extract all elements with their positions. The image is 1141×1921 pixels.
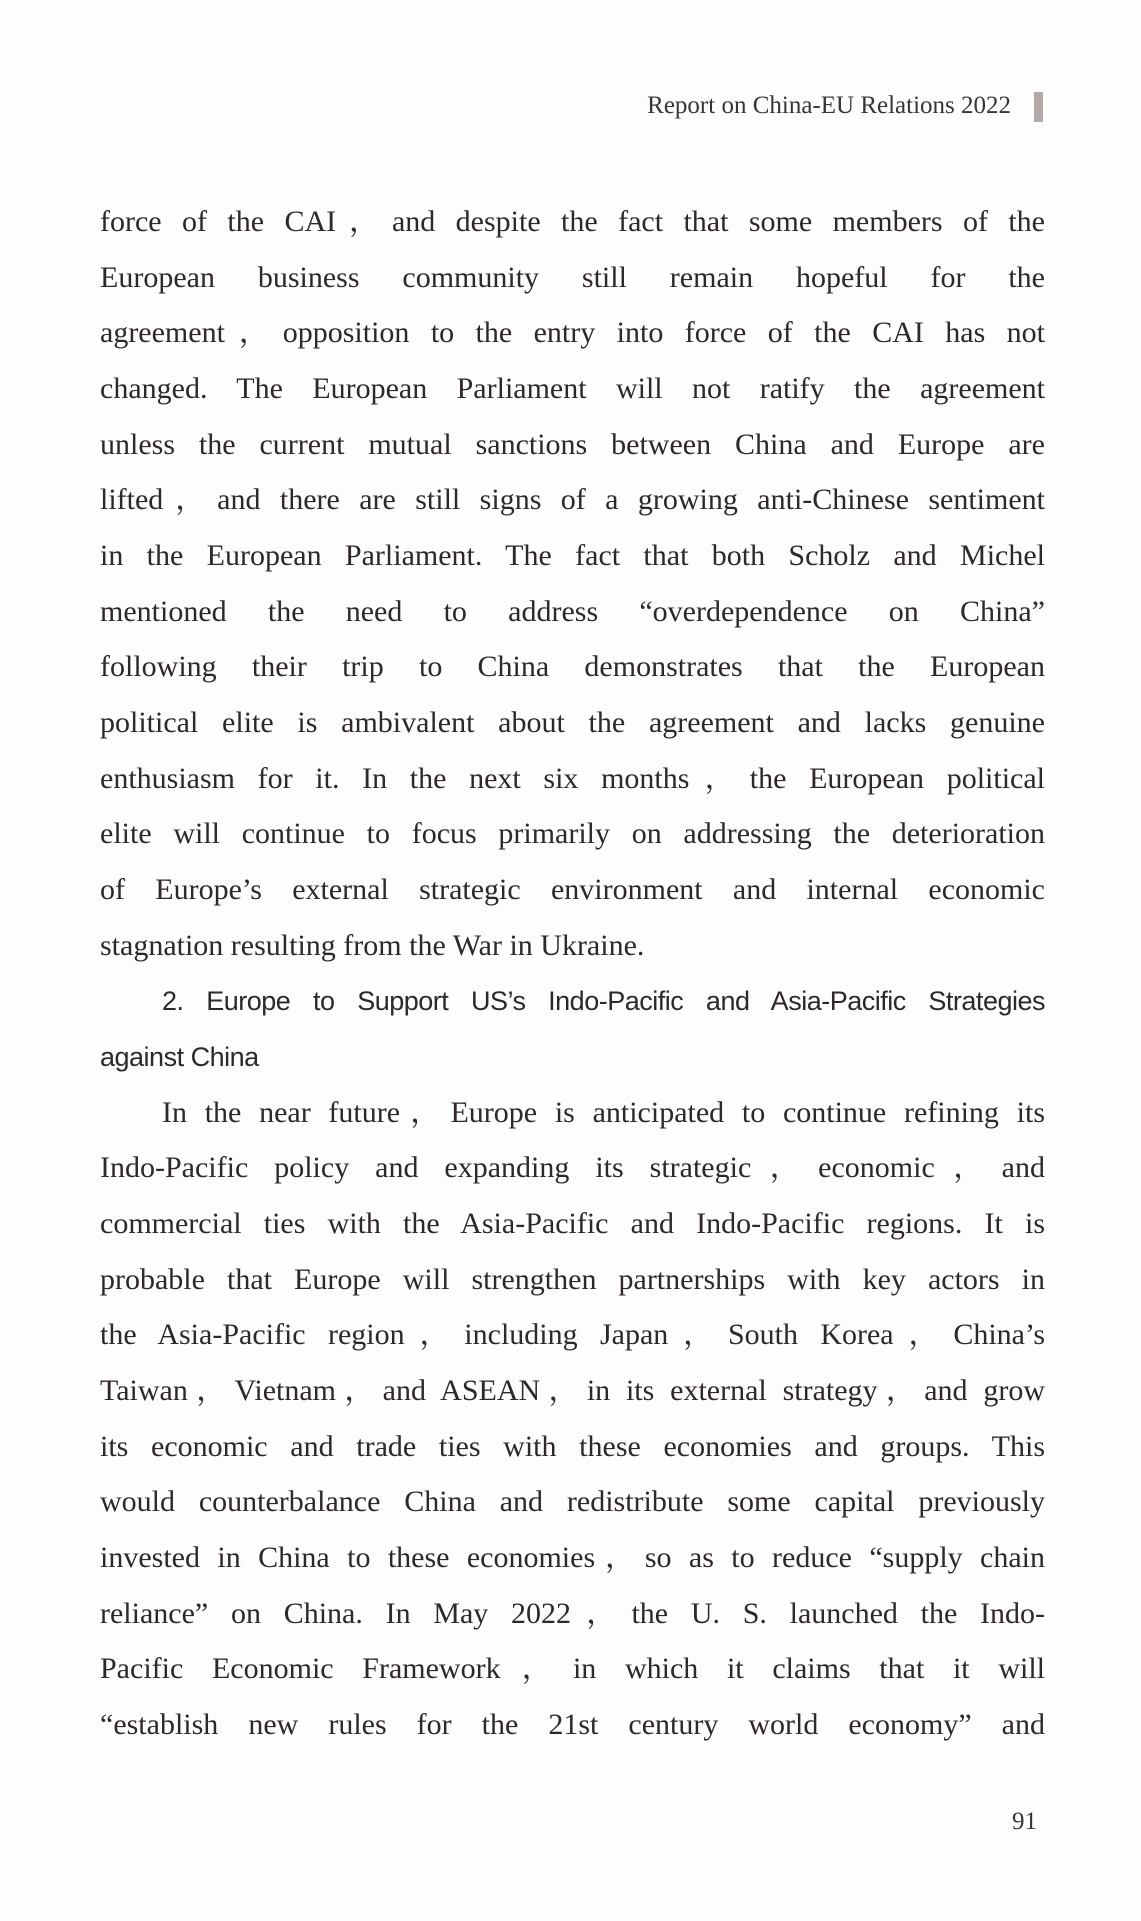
text-line: “establish new rules for the 21st century world economy” and (100, 1708, 1045, 1741)
section-heading-line: 2. Europe to Support US’s Indo-Pacific and Asia-Pacific Strategies (162, 986, 1045, 1016)
text-line: Taiwan，Vietnam，and ASEAN，in its external strategy，and grow (100, 1374, 1045, 1407)
text-line: of Europe’s external strategic environment and internal economic (100, 873, 1045, 906)
text-line: probable that Europe will strengthen partnerships with key actors in (100, 1263, 1045, 1296)
text-line: invested in China to these economies，so as to reduce “supply chain (100, 1541, 1045, 1574)
text-line: lifted，and there are still signs of a growing anti-Chinese sentiment (100, 483, 1045, 516)
text-line: reliance” on China. In May 2022，the U. S. launched the Indo- (100, 1597, 1045, 1630)
text-line: stagnation resulting from the War in Ukraine. (100, 929, 645, 962)
text-line: its economic and trade ties with these economies and groups. This (100, 1430, 1045, 1463)
text-line: political elite is ambivalent about the agreement and lacks genuine (100, 706, 1045, 739)
text-line: in the European Parliament. The fact that both Scholz and Michel (100, 539, 1045, 572)
text-line: commercial ties with the Asia-Pacific and Indo-Pacific regions. It is (100, 1207, 1045, 1240)
text-line: In the near future，Europe is anticipated to continue refining its (162, 1096, 1045, 1129)
header-accent-bar (1034, 92, 1043, 122)
text-line: Pacific Economic Framework，in which it claims that it will (100, 1652, 1045, 1685)
text-line: Indo-Pacific policy and expanding its strategic，economic，and (100, 1151, 1045, 1184)
text-line: mentioned the need to address “overdependence on China” (100, 595, 1045, 628)
page-number: 91 (1012, 1808, 1037, 1835)
text-line: force of the CAI，and despite the fact that some members of the (100, 205, 1045, 238)
text-line: unless the current mutual sanctions between China and Europe are (100, 428, 1045, 461)
running-header-title: Report on China-EU Relations 2022 (647, 92, 1011, 119)
section-heading-line: against China (100, 1042, 259, 1072)
text-line: would counterbalance China and redistribute some capital previously (100, 1485, 1045, 1518)
text-line: agreement，opposition to the entry into force of the CAI has not (100, 316, 1045, 349)
text-line: enthusiasm for it. In the next six months，the European political (100, 762, 1045, 795)
text-line: the Asia-Pacific region，including Japan，South Korea，China’s (100, 1318, 1045, 1351)
text-line: European business community still remain hopeful for the (100, 261, 1045, 294)
text-line: changed. The European Parliament will not ratify the agreement (100, 372, 1045, 405)
text-line: following their trip to China demonstrates that the European (100, 650, 1045, 683)
text-line: elite will continue to focus primarily on addressing the deterioration (100, 817, 1045, 850)
